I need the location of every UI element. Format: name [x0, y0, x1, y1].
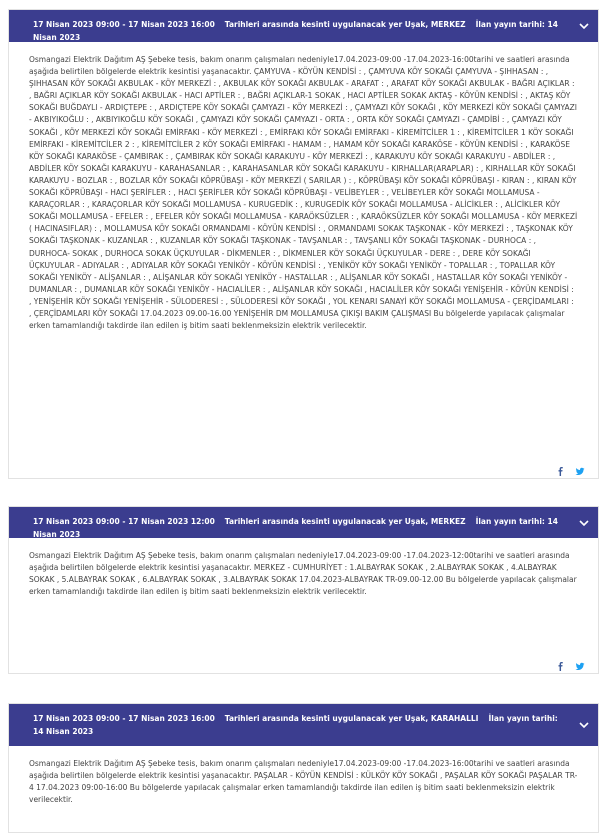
- announcement-card: [8, 9, 599, 479]
- announcement-header[interactable]: [9, 10, 598, 42]
- share-links: [556, 656, 584, 665]
- location-info: Tarihleri arasında kesinti uygulanacak yer Uşak, MERKEZ: [224, 517, 466, 526]
- share-links: [556, 461, 584, 470]
- date-range: 17 Nisan 2023 09:00 - 17 Nisan 2023 16:00: [33, 20, 215, 29]
- announcement-header[interactable]: [9, 507, 598, 538]
- location-info: Tarihleri arasında kesinti uygulanacak yer Uşak, KARAHALLI: [224, 714, 479, 723]
- announcement-body: Osmangazi Elektrik Dağıtım AŞ Şebeke tesis, bakım onarım çalışmaları nedeniyle17.04.2023-09:00 -17.04.2023-16:00tarihi ve saatleri arasında aşağıda belirtilen bölgelerde elektrik kesintisi yaşanacaktır. PAŞALAR - KÖYÜN KENDİSİ : KÜLKÖY KÖY SOKAĞI , PAŞALAR KÖY SOKAĞI PAŞALAR TR-4 17.04.2023 09:00-16:00 Bu bölgelerde yapılacak çalışmalar erken tamamlandığı takdirde ilan edilen iş bitim saati beklenmeksizin elektrik verilecektir.: [29, 759, 578, 805]
- facebook-icon[interactable]: [556, 656, 565, 665]
- facebook-icon[interactable]: [556, 461, 565, 470]
- twitter-icon[interactable]: [575, 461, 584, 470]
- chevron-down-icon[interactable]: [578, 20, 590, 32]
- announcement-card: [8, 703, 599, 833]
- announcement-body: Osmangazi Elektrik Dağıtım AŞ Şebeke tesis, bakım onarım çalışmaları nedeniyle17.04.2023-09:00 -17.04.2023-16:00tarihi ve saatleri arasında aşağıda belirtilen bölgelerde elektrik kesintisi yaşanacaktır. ÇAMYUVA - KÖYÜN KENDİSİ : , ÇAMYUVA KÖY SOKAĞI ÇAMYUVA - ŞIHHASAN : , ŞIHHASAN KÖY SOKAĞI AKBULAK - KÖY MERKEZİ : , AKBULAK KÖY SOKAĞI AKBULAK - ARAFAT : , ARAFAT KÖY SOKAĞI AKBULAK - BAĞRI AÇIKLAR : , BAĞRI AÇIKLAR KÖY SOKAĞI AKBULAK - HACI APTİLER : , BAĞRI AÇIKLAR-1 SOKAK , HACI APTİLER SOKAK AKTAŞ - KÖYÜN KENDİSİ : , AKTAŞ KÖY SOKAĞI BUĞDAYLI - ARDIÇTEPE : , ARDIÇTEPE KÖY SOKAĞI ÇAMYAZI - KÖY MERKEZİ : , ÇAMYAZI KÖY SOKAĞI , KÖY MERKEZİ KÖY SOKAĞI ÇAMYAZI - AKBIYIKOĞLU : , AKBIYIKOĞLU KÖY SOKAĞI , ÇAMYAZI KÖY SOKAĞI ÇAMYAZI - ORTA : , ORTA KÖY SOKAĞI ÇAMYAZI - ÇAMDİBİ : , ÇAMYAZI KÖY SOKAĞI , KÖY MERKEZİ KÖY SOKAĞI EMİRFAKI - KÖY MERKEZİ : , EMİRFAKI KÖY SOKAĞI EMİRFAKI - KİREMİTCİLER 1 : , KİREMİTCİLER 1 KÖY SOKAĞI EMİRFAKI - KİREMİTCİLER 2 : , KİREMİTCİLER 2 KÖY SOKAĞI EMİRFAKI - HAMAM : , HAMAM KÖY SOKAĞI KARAKÖSE - KÖYÜN KENDİSİ : , KARAKÖSE KÖY SOKAĞI KARAKÖSE - ÇAMBIRAK : , ÇAMBIRAK KÖY SOKAĞI KARAKUYU - KÖY MERKEZİ : , KARAKUYU KÖY SOKAĞI KARAKUYU - ABDİLER : , ABDİLER KÖY SOKAĞI KARAKUYU - KARAHASANLAR : , KARAHASANLAR KÖY SOKAĞI KARAKUYU - KIRHALLAR(ARAPLAR) : , KIRHALLAR KÖY SOKAĞI KARAKUYU - BOZLAR : , BOZLAR KÖY SOKAĞI KÖPRÜBAŞI - KÖY MERKEZİ ( SARILAR ) : , KÖPRÜBAŞI KÖY SOKAĞI KÖPRÜBAŞI - KIRAN : , KIRAN KÖY SOKAĞI KÖPRÜBAŞI - HACI ŞERİFLER : , HACI ŞERİFLER KÖY SOKAĞI KÖPRÜBAŞI - VELİBEYLER : , VELİBEYLER KÖY SOKAĞI MOLLAMUSA - KARAÇORLAR : , KARAÇORLAR KÖY SOKAĞI MOLLAMUSA - KURUGEDİK : , KURUGEDİK KÖY SOKAĞI MOLLAMUSA - ALİCİKLER : , ALİCİKLER KÖY SOKAĞI MOLLAMUSA - EFELER : , EFELER KÖY SOKAĞI MOLLAMUSA - KARAÖKSÜZLER : , KARAÖKSÜZLER KÖY SOKAĞI MOLLAMUSA - KÖY MERKEZİ ( HACINASIFLAR) : , MOLLAMUSA KÖY SOKAĞI ORMANDAMI - KÖYÜN KENDİSİ : , ORMANDAMI SOKAK TAŞKONAK - KÖY MERKEZİ : , TAŞKONAK KÖY SOKAĞI TAŞKONAK - KUZANLAR : , KUZANLAR KÖY SOKAĞI TAŞKONAK - TAVŞANLAR : , TAVŞANLI KÖY SOKAĞI TAŞKONAK - DURHOCA : , DURHOCA- SOKAK , DURHOCA SOKAK ÜÇKUYULAR - DİKMENLER : , DİKMENLER KÖY SOKAĞI ÜÇKUYULAR - DERE : , DERE KÖY SOKAĞI ÜÇKUYULAR - ADIYALAR : , ADIYALAR KÖY SOKAĞI YENİKÖY - KÖYÜN KENDİSİ : , YENİKÖY KÖY SOKAĞI YENİKÖY - TOPALLAR : , TOPALLAR KÖY SOKAĞI YENİKÖY - ALİŞANLAR : , ALİŞANLAR KÖY SOKAĞI YENİKÖY - HASTALLAR : , ALİŞANLAR KÖY SOKAĞI , HASTALLAR KÖY SOKAĞI YENİKÖY - DUMANLAR : , DUMANLAR KÖY SOKAĞI YENİKÖY - HACIALİLER : , ALİŞANLAR KÖY SOKAĞI , HACIALİLER KÖY SOKAĞI YENİŞEHİR - KÖYÜN KENDİSİ : , YENİŞEHİR KÖY SOKAĞI YENİŞEHİR - SÜLODERESİ : , SÜLODERESİ KÖY SOKAĞI , YOL KENARI SANAYİ KÖY SOKAĞI MOLLAMUSA - ÇERÇİDAMLARI : , ÇERÇİDAMLARI KÖY SOKAĞI 17.04.2023 09.00-16.00 YENİŞEHİR DM MOLLAMUSA ÇIKIŞI BAKIM ÇALIŞMASI Bu bölgelerde yapılacak çalışmalar erken tamamlandığı takdirde ilan edilen iş bitim saati beklenmeksizin elektrik verilecektir.: [29, 55, 578, 331]
- publish-date: İlan yayın tarihi: 14 Nisan 2023: [33, 20, 558, 42]
- publish-date: İlan yayın tarihi: 14 Nisan 2023: [33, 714, 558, 736]
- date-range: 17 Nisan 2023 09:00 - 17 Nisan 2023 12:00: [33, 517, 215, 526]
- date-range: 17 Nisan 2023 09:00 - 17 Nisan 2023 16:00: [33, 714, 215, 723]
- location-info: Tarihleri arasında kesinti uygulanacak yer Uşak, MERKEZ: [224, 20, 466, 29]
- twitter-icon[interactable]: [575, 656, 584, 665]
- chevron-down-icon[interactable]: [578, 517, 590, 529]
- announcement-body: Osmangazi Elektrik Dağıtım AŞ Şebeke tesis, bakım onarım çalışmaları nedeniyle17.04.2023-09:00 -17.04.2023-12:00tarihi ve saatleri arasında aşağıda belirtilen bölgelerde elektrik kesintisi yaşanacaktır. MERKEZ - CUMHURİYET : 1.ALBAYRAK SOKAK , 2.ALBAYRAK SOKAK , 4.ALBAYRAK SOKAK , 5.ALBAYRAK SOKAK , 6.ALBAYRAK SOKAK , 3.ALBAYRAK SOKAK 17.04.2023-ALBAYRAK TR-09.00-12.00 Bu bölgelerde yapılacak çalışmalar erken tamamlandığı takdirde ilan edilen iş bitim saati beklenmeksizin elektrik verilecektir.: [29, 551, 577, 597]
- announcement-header[interactable]: [9, 704, 598, 746]
- announcement-card: [8, 506, 599, 674]
- publish-date: İlan yayın tarihi: 14 Nisan 2023: [33, 517, 558, 539]
- chevron-down-icon[interactable]: [578, 719, 590, 731]
